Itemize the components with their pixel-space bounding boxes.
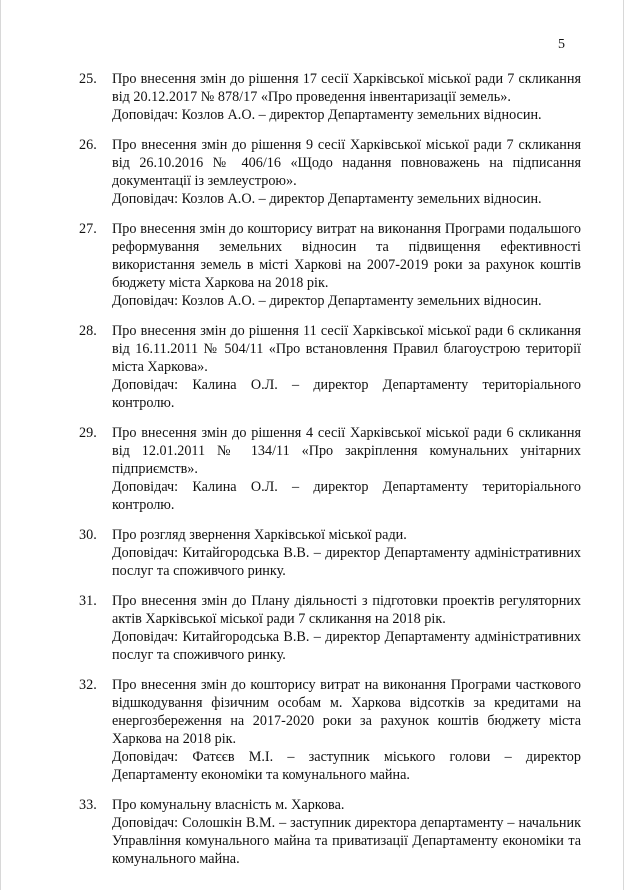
- item-reporter: Доповідач: Китайгородська В.В. – директор Департаменту адміністративних послуг та споживчого ринку.: [112, 629, 581, 663]
- agenda-item: [79, 322, 581, 412]
- agenda-item: [79, 676, 581, 784]
- agenda-item: [79, 592, 581, 664]
- item-body: [112, 592, 581, 664]
- item-reporter: Доповідач: Солошкін В.М. – заступник директора департаменту – начальник Управління комунального майна та приватизації Департаменту економіки та комунального майна.: [112, 815, 581, 867]
- item-title: Про внесення змін до рішення 4 сесії Харківської міської ради 6 скликання від 12.01.2011 № 134/11 «Про закріплення комунальних унітарних підприємств».: [112, 425, 581, 477]
- item-reporter: Доповідач: Калина О.Л. – директор Департаменту територіального контролю.: [112, 377, 581, 411]
- item-body: [112, 676, 581, 784]
- agenda-item: [79, 136, 581, 208]
- item-title: Про внесення змін до рішення 9 сесії Харківської міської ради 7 скликання від 26.10.2016 № 406/16 «Щодо надання повноважень на підписання документації із землеустрою».: [112, 137, 581, 189]
- item-number: 29.: [79, 425, 97, 441]
- agenda-item: [79, 424, 581, 514]
- item-reporter: Доповідач: Китайгородська В.В. – директор Департаменту адміністративних послуг та споживчого ринку.: [112, 545, 581, 579]
- page-number: 5: [558, 37, 565, 52]
- item-number: 32.: [79, 677, 97, 693]
- agenda-list: [79, 70, 581, 880]
- item-reporter: Доповідач: Калина О.Л. – директор Департаменту територіального контролю.: [112, 479, 581, 513]
- item-body: [112, 322, 581, 412]
- agenda-item: [79, 220, 581, 310]
- item-number: 28.: [79, 323, 97, 339]
- item-number: 31.: [79, 593, 97, 609]
- item-number: 33.: [79, 797, 97, 813]
- agenda-item: [79, 70, 581, 124]
- item-title: Про комунальну власність м. Харкова.: [112, 797, 345, 813]
- item-reporter: Доповідач: Фатєєв М.І. – заступник міського голови – директор Департаменту економіки та комунального майна.: [112, 749, 581, 783]
- item-number: 30.: [79, 527, 97, 543]
- item-number: 27.: [79, 221, 97, 237]
- item-body: [112, 136, 581, 208]
- agenda-item: [79, 526, 581, 580]
- item-title: Про внесення змін до рішення 11 сесії Харківської міської ради 6 скликання від 16.11.2011 № 504/11 «Про встановлення Правил благоустрою території міста Харкова».: [112, 323, 581, 375]
- item-body: [112, 220, 581, 310]
- item-title: Про внесення змін до Плану діяльності з підготовки проектів регуляторних актів Харківської міської ради 7 скликання на 2018 рік.: [112, 593, 581, 627]
- item-number: 26.: [79, 137, 97, 153]
- agenda-item: [79, 796, 581, 868]
- item-title: Про внесення змін до рішення 17 сесії Харківської міської ради 7 скликання від 20.12.2017 № 878/17 «Про проведення інвентаризації земель».: [112, 71, 581, 105]
- item-reporter: Доповідач: Козлов А.О. – директор Департаменту земельних відносин.: [112, 293, 542, 309]
- item-body: [112, 70, 581, 124]
- item-reporter: Доповідач: Козлов А.О. – директор Департаменту земельних відносин.: [112, 191, 542, 207]
- item-title: Про внесення змін до кошторису витрат на виконання Програми часткового відшкодування фізичним особам м. Харкова відсотків за кредитами на енергозбереження на 2017-2020 роки за рахунок коштів бюджету міста Харкова на 2018 рік.: [112, 677, 581, 747]
- item-title: Про розгляд звернення Харківської міської ради.: [112, 527, 407, 543]
- item-reporter: Доповідач: Козлов А.О. – директор Департаменту земельних відносин.: [112, 107, 542, 123]
- item-number: 25.: [79, 71, 97, 87]
- item-body: [112, 796, 581, 868]
- item-title: Про внесення змін до кошторису витрат на виконання Програми подальшого реформування земельних відносин та підвищення ефективності використання земель в місті Харкові на 2007-2019 роки за рахунок коштів бюджету міста Харкова на 2018 рік.: [112, 221, 581, 291]
- item-body: [112, 424, 581, 514]
- item-body: [112, 526, 581, 580]
